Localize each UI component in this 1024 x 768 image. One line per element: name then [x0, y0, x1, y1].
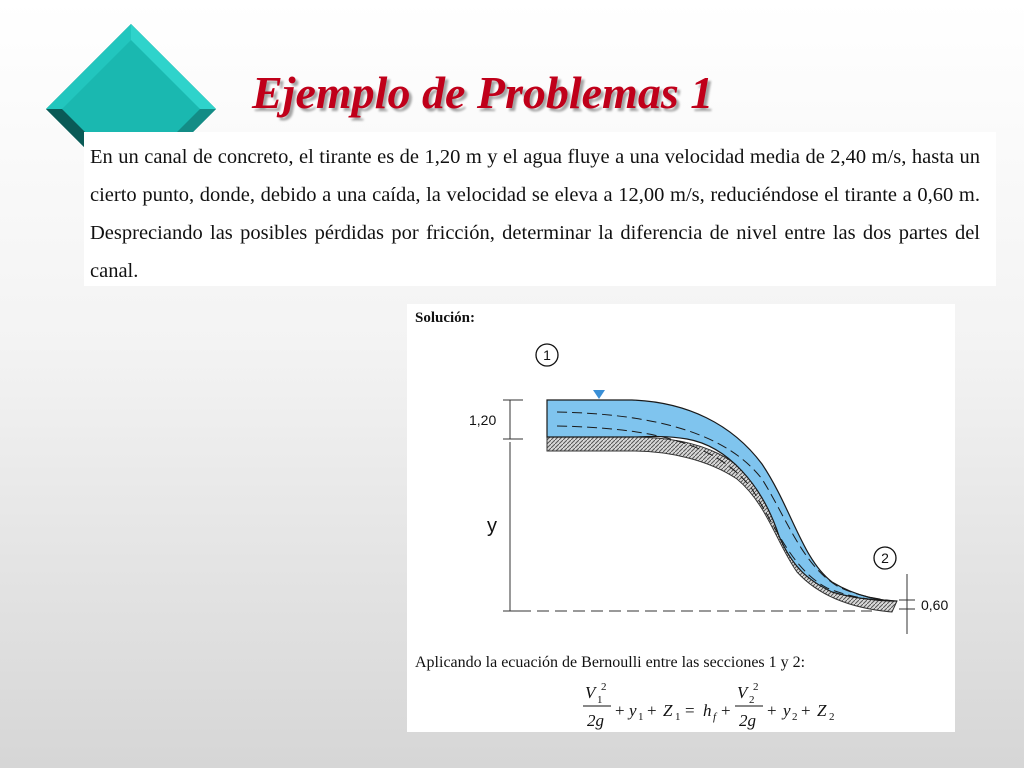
svg-text:+: + [721, 701, 731, 720]
height-label: y [487, 515, 497, 537]
channel-bed [547, 437, 897, 612]
solution-panel [407, 304, 955, 732]
svg-text:2: 2 [601, 681, 607, 693]
svg-text:1: 1 [675, 711, 681, 723]
section-2-marker: 2 [881, 550, 889, 566]
bernoulli-equation [583, 681, 835, 730]
svg-text:y: y [783, 701, 791, 720]
depth-1-label: 1,20 [469, 412, 497, 428]
svg-text:1: 1 [597, 694, 603, 706]
water-flow [547, 400, 897, 601]
svg-text:2: 2 [829, 711, 835, 723]
bernoulli-intro-text: Aplicando la ecuación de Bernoulli entre las secciones 1 y 2: [415, 654, 806, 671]
svg-text:=: = [685, 701, 695, 720]
solution-heading: Solución: [415, 310, 476, 326]
depth-2-label: 0,60 [921, 597, 949, 613]
water-surface-marker [593, 390, 605, 399]
problem-statement: En un canal de concreto, el tirante es de 1,20 m y el agua fluye a una velocidad media de 2,40 m/s, hasta un cierto punto, donde, debido a una caída, la velocidad se eleva a 12,00 m/s, reduciéndose el tirante a 0,60 m. Despreciando las posibles pérdidas por fricción, determinar la diferencia de nivel entre las dos partes del canal. [84, 132, 996, 286]
svg-text:V: V [585, 683, 596, 702]
svg-text:2g: 2g [739, 711, 756, 730]
svg-text:1: 1 [638, 711, 644, 723]
svg-text:+: + [615, 701, 625, 720]
svg-text:Z: Z [817, 701, 827, 720]
svg-text:y: y [629, 701, 637, 720]
svg-text:+: + [647, 701, 657, 720]
svg-text:f: f [713, 711, 717, 723]
svg-text:2: 2 [792, 711, 798, 723]
section-1-marker: 1 [543, 347, 551, 363]
slide-title: Ejemplo de Problemas 1 [252, 67, 714, 118]
svg-text:Z: Z [663, 701, 673, 720]
svg-text:2: 2 [753, 681, 759, 693]
svg-text:2: 2 [749, 694, 755, 706]
svg-text:V: V [737, 683, 748, 702]
svg-text:+: + [767, 701, 777, 720]
svg-text:+: + [801, 701, 811, 720]
svg-text:2g: 2g [587, 711, 604, 730]
svg-text:h: h [703, 701, 712, 720]
